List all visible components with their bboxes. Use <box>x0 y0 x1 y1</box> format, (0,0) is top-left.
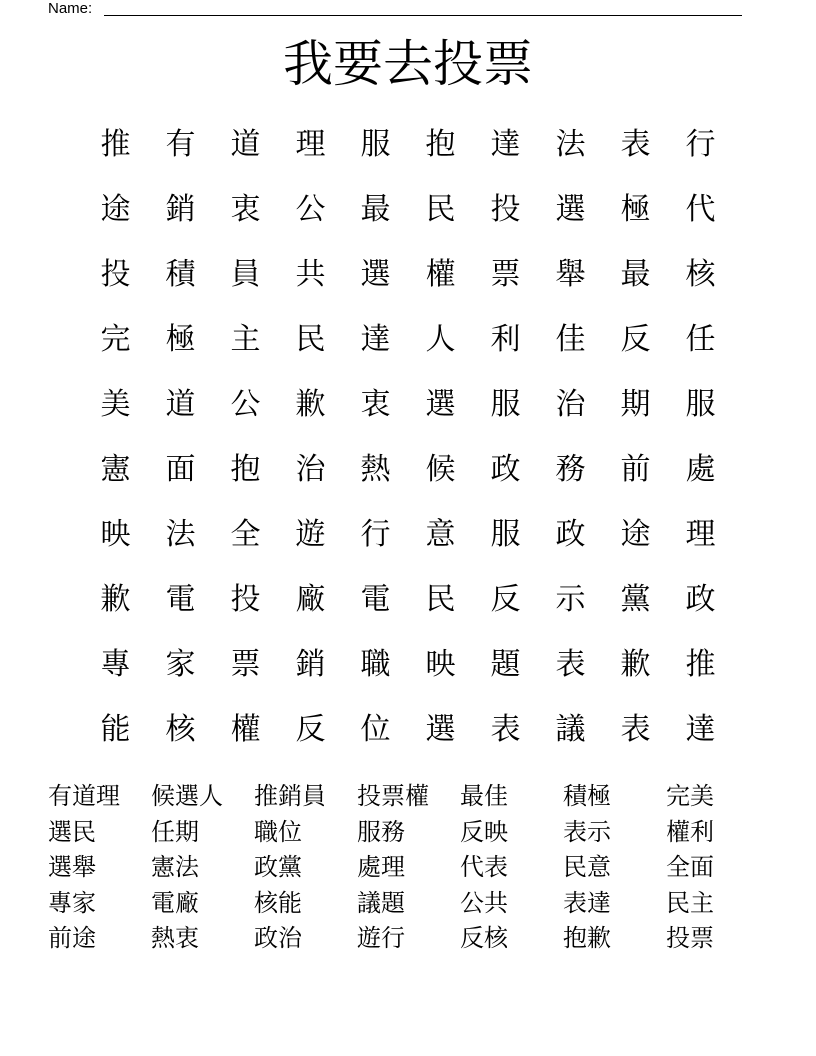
word-list-item: 公共 <box>460 888 508 917</box>
word-list-item: 代表 <box>460 853 508 881</box>
word-search-grid <box>83 112 733 762</box>
grid-cell: 舉 <box>555 256 586 292</box>
grid-cell: 員 <box>230 256 261 292</box>
word-list-item: 職位 <box>254 817 302 846</box>
grid-cell: 憲 <box>100 451 131 487</box>
grid-cell: 主 <box>230 321 261 357</box>
grid-cell: 民 <box>425 191 456 227</box>
grid-cell: 熱 <box>360 451 391 487</box>
word-list-item: 任期 <box>151 817 199 846</box>
grid-cell: 示 <box>555 581 586 617</box>
grid-cell: 代 <box>685 191 716 227</box>
grid-cell: 歉 <box>295 386 326 422</box>
grid-cell: 能 <box>100 711 131 747</box>
word-list-item: 核能 <box>254 888 302 917</box>
grid-cell: 投 <box>230 581 261 617</box>
grid-cell: 反 <box>620 321 651 357</box>
word-list-item: 完美 <box>666 782 714 810</box>
grid-cell: 期 <box>620 386 651 422</box>
grid-cell: 衷 <box>360 386 391 422</box>
word-list-item: 專家 <box>48 888 96 917</box>
word-list-item: 投票 <box>666 924 714 952</box>
grid-cell: 候 <box>425 451 456 487</box>
grid-cell: 表 <box>620 711 651 747</box>
grid-cell: 行 <box>360 516 391 552</box>
name-row <box>48 0 92 18</box>
grid-cell: 投 <box>490 191 521 227</box>
grid-cell: 服 <box>685 386 716 422</box>
grid-cell: 政 <box>685 581 716 617</box>
grid-cell: 共 <box>295 256 326 292</box>
word-list-item: 處理 <box>357 853 405 881</box>
grid-cell: 服 <box>490 516 521 552</box>
grid-cell: 票 <box>490 256 521 292</box>
name-label: Name: <box>48 0 93 17</box>
grid-cell: 達 <box>685 711 716 747</box>
grid-cell: 核 <box>165 711 196 747</box>
word-list-item: 熱衷 <box>151 924 199 952</box>
word-list-item: 憲法 <box>151 853 199 881</box>
grid-cell: 達 <box>490 126 521 162</box>
grid-cell: 職 <box>360 646 391 682</box>
grid-cell: 票 <box>230 646 261 682</box>
grid-cell: 表 <box>555 646 586 682</box>
grid-cell: 法 <box>165 516 196 552</box>
grid-cell: 理 <box>295 126 326 162</box>
word-list-item: 表示 <box>563 817 611 846</box>
grid-cell: 抱 <box>230 451 261 487</box>
grid-cell: 歉 <box>100 581 131 617</box>
word-list-item: 服務 <box>357 817 405 846</box>
grid-cell: 意 <box>425 516 456 552</box>
name-underline <box>104 15 742 16</box>
grid-cell: 反 <box>490 581 521 617</box>
word-list-item: 有道理 <box>48 782 120 810</box>
grid-cell: 專 <box>100 646 131 682</box>
page-title: 我要去投票 <box>283 35 533 93</box>
word-list-item: 遊行 <box>357 924 405 952</box>
grid-cell: 權 <box>230 711 261 747</box>
grid-cell: 映 <box>425 646 456 682</box>
grid-cell: 投 <box>100 256 131 292</box>
grid-cell: 公 <box>230 386 261 422</box>
grid-cell: 極 <box>165 321 196 357</box>
word-list-item: 最佳 <box>460 782 508 810</box>
grid-cell: 推 <box>100 126 131 162</box>
grid-cell: 選 <box>360 256 391 292</box>
word-list-item: 電廠 <box>151 888 199 917</box>
word-list-item: 投票權 <box>357 782 429 810</box>
grid-cell: 議 <box>555 711 586 747</box>
grid-cell: 美 <box>100 386 131 422</box>
grid-cell: 選 <box>555 191 586 227</box>
grid-cell: 行 <box>685 126 716 162</box>
grid-cell: 服 <box>490 386 521 422</box>
grid-cell: 權 <box>425 256 456 292</box>
word-bank <box>48 779 768 957</box>
grid-cell: 核 <box>685 256 716 292</box>
word-list-item: 候選人 <box>151 782 223 810</box>
grid-cell: 推 <box>685 646 716 682</box>
grid-cell: 表 <box>490 711 521 747</box>
grid-cell: 歉 <box>620 646 651 682</box>
grid-cell: 完 <box>100 321 131 357</box>
grid-cell: 法 <box>555 126 586 162</box>
grid-cell: 途 <box>620 516 651 552</box>
grid-cell: 公 <box>295 191 326 227</box>
grid-cell: 民 <box>295 321 326 357</box>
grid-cell: 全 <box>230 516 261 552</box>
grid-cell: 選 <box>425 711 456 747</box>
grid-cell: 積 <box>165 256 196 292</box>
grid-cell: 遊 <box>295 516 326 552</box>
grid-cell: 治 <box>295 451 326 487</box>
grid-cell: 達 <box>360 321 391 357</box>
grid-cell: 家 <box>165 646 196 682</box>
grid-cell: 抱 <box>425 126 456 162</box>
word-list-item: 民主 <box>666 888 714 917</box>
word-list-item: 前途 <box>48 924 96 952</box>
word-list-item: 權利 <box>666 817 714 846</box>
word-list-item: 反映 <box>460 817 508 846</box>
grid-cell: 處 <box>685 451 716 487</box>
grid-cell: 電 <box>165 581 196 617</box>
grid-cell: 佳 <box>555 321 586 357</box>
word-list-item: 政治 <box>254 924 302 952</box>
grid-cell: 極 <box>620 191 651 227</box>
word-list-item: 選舉 <box>48 853 96 881</box>
grid-cell: 衷 <box>230 191 261 227</box>
grid-cell: 道 <box>165 386 196 422</box>
grid-cell: 理 <box>685 516 716 552</box>
grid-cell: 人 <box>425 321 456 357</box>
grid-cell: 服 <box>360 126 391 162</box>
word-list-item: 議題 <box>357 888 405 917</box>
grid-cell: 電 <box>360 581 391 617</box>
word-list-item: 選民 <box>48 817 96 846</box>
word-list-item: 民意 <box>563 853 611 881</box>
grid-cell: 選 <box>425 386 456 422</box>
grid-cell: 面 <box>165 451 196 487</box>
grid-cell: 表 <box>620 126 651 162</box>
grid-cell: 政 <box>490 451 521 487</box>
word-list-item: 全面 <box>666 853 714 881</box>
word-list-item: 積極 <box>563 782 611 810</box>
grid-cell: 治 <box>555 386 586 422</box>
grid-cell: 銷 <box>165 191 196 227</box>
grid-cell: 務 <box>555 451 586 487</box>
grid-cell: 反 <box>295 711 326 747</box>
word-list-item: 抱歉 <box>563 924 611 952</box>
grid-cell: 道 <box>230 126 261 162</box>
grid-cell: 最 <box>360 191 391 227</box>
grid-cell: 廠 <box>295 581 326 617</box>
grid-cell: 利 <box>490 321 521 357</box>
grid-cell: 黨 <box>620 581 651 617</box>
word-list-item: 反核 <box>460 924 508 952</box>
word-list-item: 政黨 <box>254 853 302 881</box>
grid-cell: 任 <box>685 321 716 357</box>
grid-cell: 位 <box>360 711 391 747</box>
grid-cell: 前 <box>620 451 651 487</box>
word-list-item: 表達 <box>563 888 611 917</box>
grid-cell: 映 <box>100 516 131 552</box>
grid-cell: 民 <box>425 581 456 617</box>
grid-cell: 最 <box>620 256 651 292</box>
grid-cell: 途 <box>100 191 131 227</box>
grid-cell: 銷 <box>295 646 326 682</box>
grid-cell: 題 <box>490 646 521 682</box>
grid-cell: 政 <box>555 516 586 552</box>
word-list-item: 推銷員 <box>254 782 326 810</box>
grid-cell: 有 <box>165 126 196 162</box>
